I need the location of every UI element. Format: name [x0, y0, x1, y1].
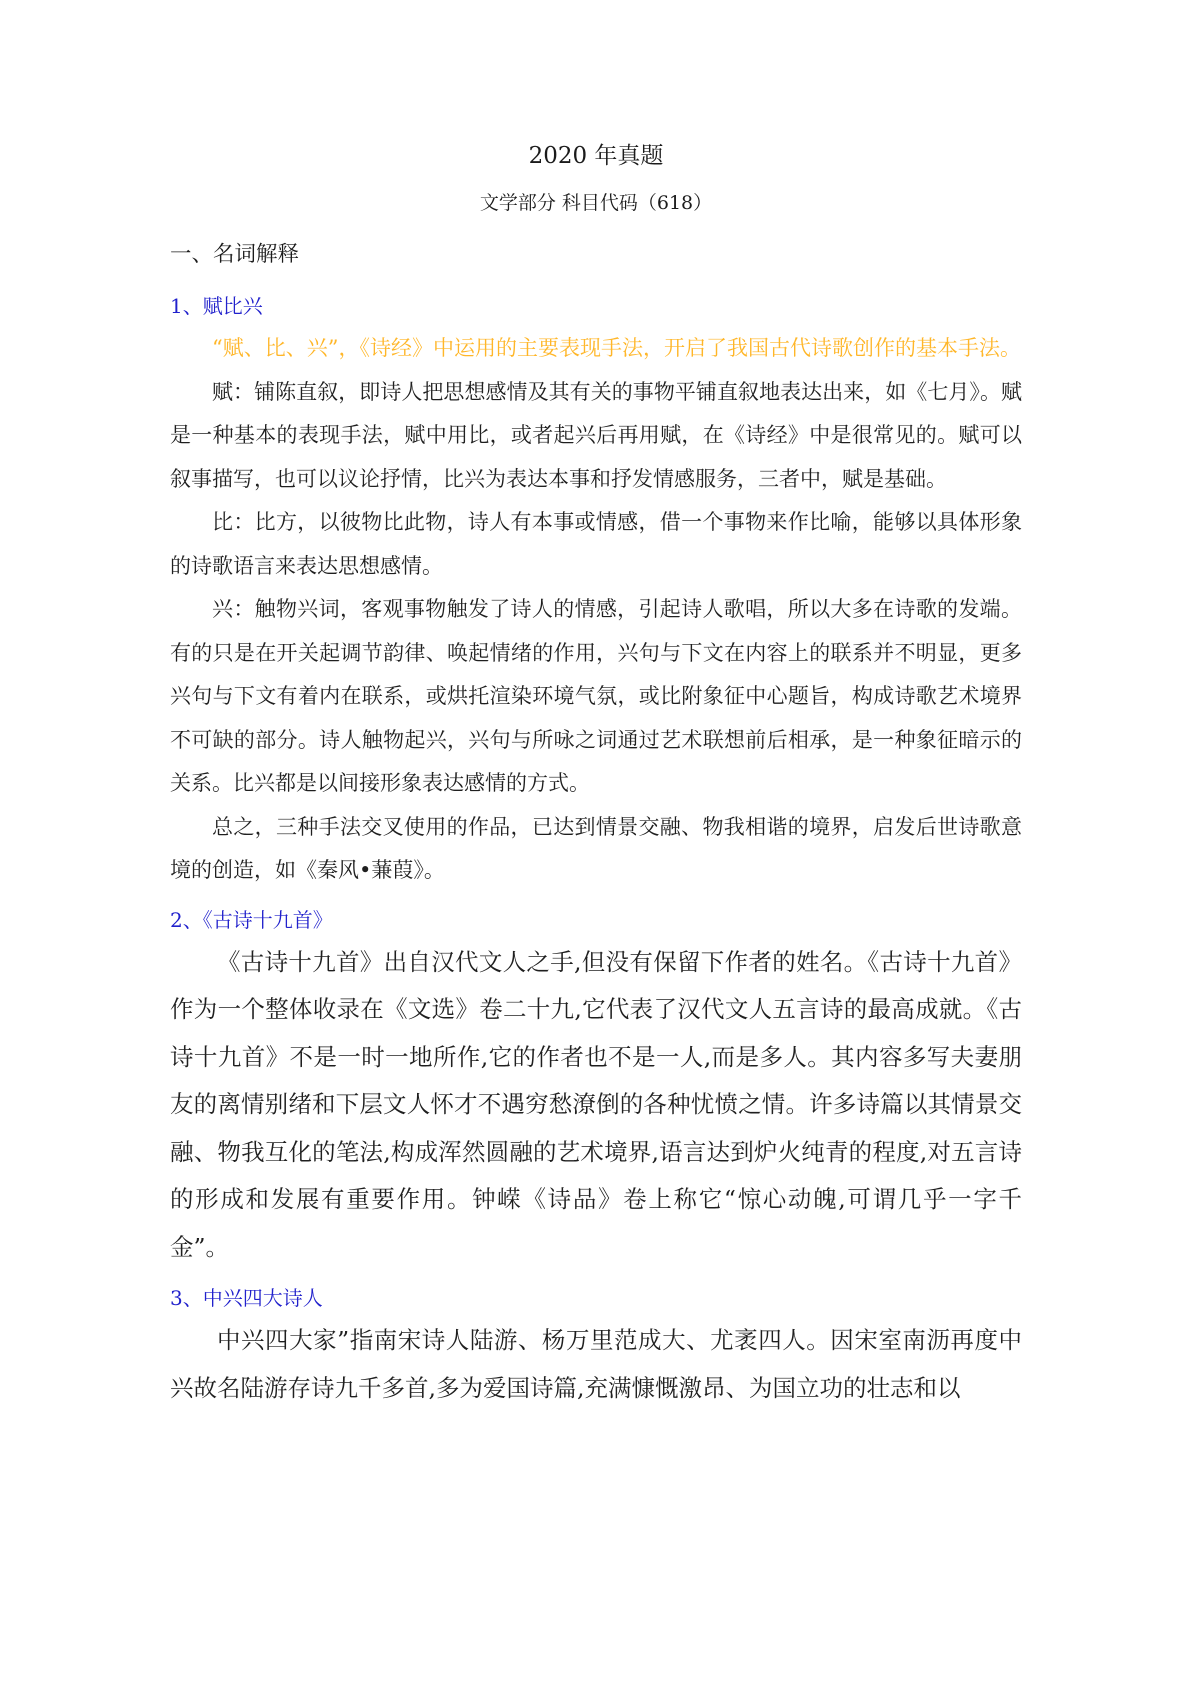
item-3-heading: 3、中兴四大诗人	[170, 1286, 323, 1310]
item-2-paragraph: 《古诗十九首》出自汉代文人之手,但没有保留下作者的姓名。《古诗十九首》作为一个整体收录在《文选》卷二十九,它代表了汉代文人五言诗的最高成就。《古诗十九首》不是一时一地所作,它的作者也不是一人,而是多人。其内容多写夫妻朋友的离情别绪和下层文人怀才不遇穷愁潦倒的各种忧愤之情。许多诗篇以其情景交融、物我互化的笔法,构成浑然圆融的艺术境界,语言达到炉火纯青的程度,对五言诗的形成和发展有重要作用。钟嵘《诗品》卷上称它“惊心动魄,可谓几乎一字千金”。	[170, 947, 1022, 1261]
item-2-heading: 2、《古诗十九首》	[170, 907, 333, 932]
item-1-paragraph-highlight: “赋、比、兴”，《诗经》中运用的主要表现手法，开启了我国古代诗歌创作的基本手法。	[212, 336, 1021, 360]
item-3-paragraph: 中兴四大家”指南宋诗人陆游、杨万里范成大、尤袤四人。因宋室南沥再度中兴故名陆游存诗九千多首,多为爱国诗篇,充满慷慨激昂、为国立功的壮志和以	[170, 1326, 1022, 1402]
item-1-paragraph-xing: 兴：触物兴词，客观事物触发了诗人的情感，引起诗人歌唱，所以大多在诗歌的发端。有的只是在开关起调节韵律、唤起情绪的作用，兴句与下文在内容上的联系并不明显，更多兴句与下文有着内在联系，或烘托渲染环境气氛，或比附象征中心题旨，构成诗歌艺术境界不可缺的部分。诗人触物起兴，兴句与所咏之词通过艺术联想前后相承，是一种象征暗示的关系。比兴都是以间接形象表达感情的方式。	[170, 597, 1022, 795]
section-heading: 一、名词解释	[170, 242, 300, 267]
item-1-paragraph-fu: 赋：铺陈直叙，即诗人把思想感情及其有关的事物平铺直叙地表达出来，如《七月》。赋是一种基本的表现手法，赋中用比，或者起兴后再用赋，在《诗经》中是很常见的。赋可以叙事描写，也可以议论抒情，比兴为表达本事和抒发情感服务，三者中，赋是基础。	[170, 379, 1022, 491]
doc-title: 2020 年真题	[528, 143, 664, 169]
item-1-paragraph-summary: 总之，三种手法交叉使用的作品，已达到情景交融、物我相谐的境界，启发后世诗歌意境的创造，如《秦风•蒹葭》。	[170, 814, 1022, 882]
item-1-paragraph-bi: 比：比方，以彼物比此物，诗人有本事或情感，借一个事物来作比喻，能够以具体形象的诗歌语言来表达思想感情。	[170, 510, 1022, 578]
doc-subtitle: 文学部分 科目代码（618）	[479, 192, 713, 214]
item-1-heading: 1、赋比兴	[170, 294, 263, 318]
